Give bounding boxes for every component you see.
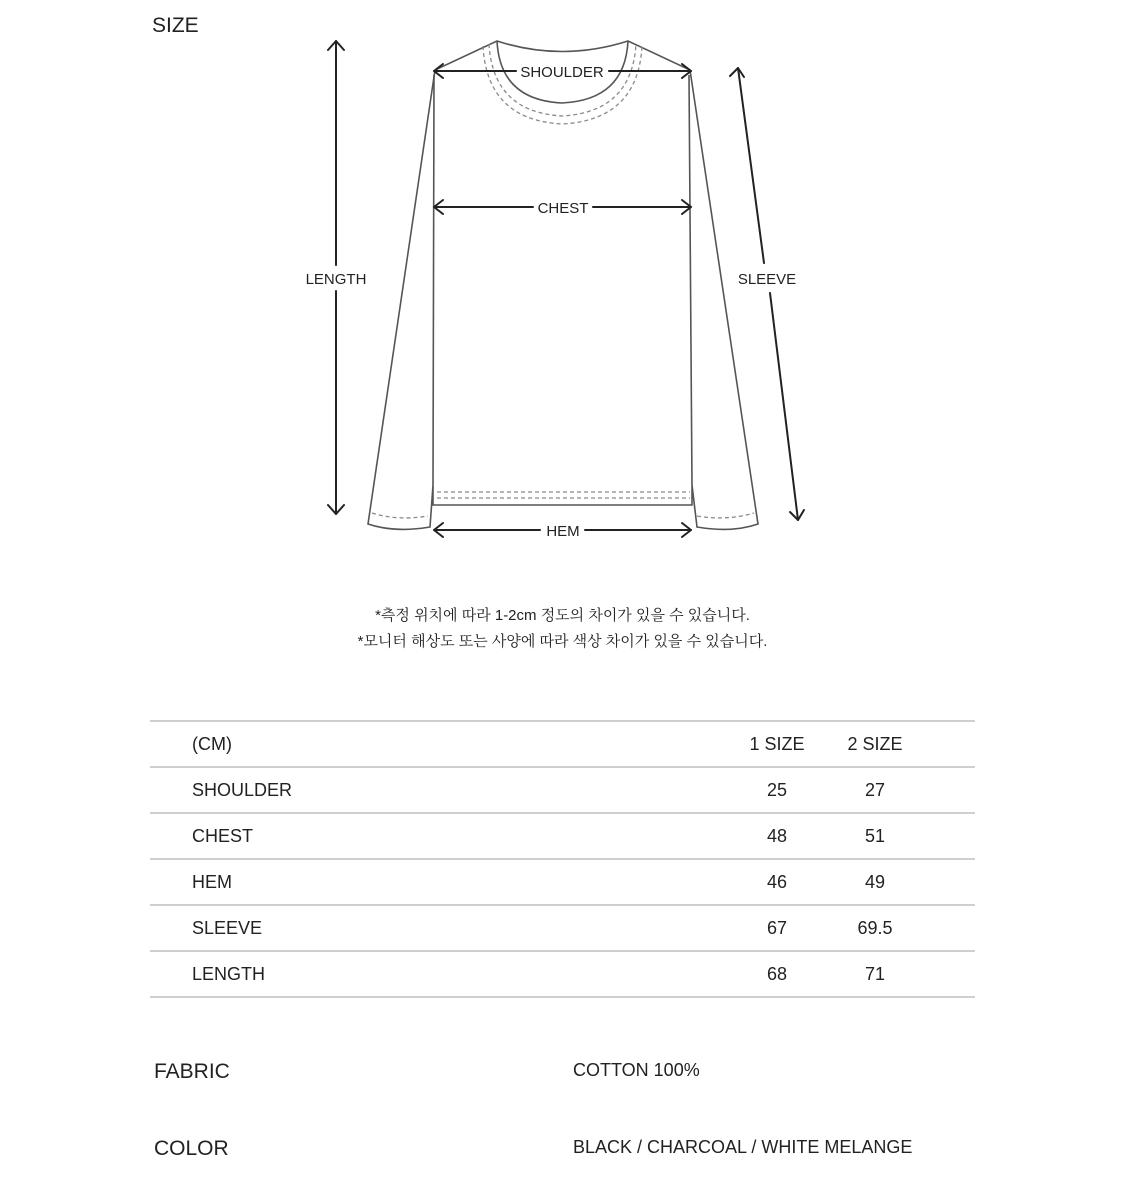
row-name: SLEEVE xyxy=(150,905,727,951)
note-measurement: *측정 위치에 따라 1-2cm 정도의 차이가 있을 수 있습니다. xyxy=(375,607,750,624)
row-size-1: 67 xyxy=(727,905,827,951)
sleeve-arrow xyxy=(730,68,804,520)
note-color: *모니터 해상도 또는 사양에 따라 색상 차이가 있을 수 있습니다. xyxy=(357,633,768,650)
size-table xyxy=(150,720,975,998)
length-label: LENGTH xyxy=(305,271,367,288)
row-name: LENGTH xyxy=(150,951,727,997)
row-size-2: 51 xyxy=(827,813,975,859)
row-size-2: 27 xyxy=(827,767,975,813)
table-header-row xyxy=(150,721,975,767)
table-row xyxy=(150,951,975,997)
row-name: SHOULDER xyxy=(150,767,727,813)
table-row xyxy=(150,813,975,859)
color-label: COLOR xyxy=(154,1137,229,1160)
fabric-label: FABRIC xyxy=(154,1060,230,1083)
garment-diagram xyxy=(0,0,1125,560)
row-name: HEM xyxy=(150,859,727,905)
row-size-1: 48 xyxy=(727,813,827,859)
row-size-1: 46 xyxy=(727,859,827,905)
row-name: CHEST xyxy=(150,813,727,859)
size-2-header: 2 SIZE xyxy=(827,721,975,767)
section-title: SIZE xyxy=(152,14,199,37)
row-size-2: 49 xyxy=(827,859,975,905)
size-1-header: 1 SIZE xyxy=(727,721,827,767)
tshirt-outline xyxy=(368,41,758,529)
chest-label: CHEST xyxy=(537,200,589,217)
row-size-1: 68 xyxy=(727,951,827,997)
table-row xyxy=(150,859,975,905)
hem-label: HEM xyxy=(546,523,580,540)
row-size-1: 25 xyxy=(727,767,827,813)
table-row xyxy=(150,905,975,951)
color-value: BLACK / CHARCOAL / WHITE MELANGE xyxy=(573,1137,913,1157)
sleeve-label: SLEEVE xyxy=(737,271,797,288)
table-row xyxy=(150,767,975,813)
shoulder-label: SHOULDER xyxy=(520,64,604,81)
row-size-2: 69.5 xyxy=(827,905,975,951)
row-size-2: 71 xyxy=(827,951,975,997)
unit-header: (CM) xyxy=(150,721,727,767)
fabric-value: COTTON 100% xyxy=(573,1060,700,1080)
